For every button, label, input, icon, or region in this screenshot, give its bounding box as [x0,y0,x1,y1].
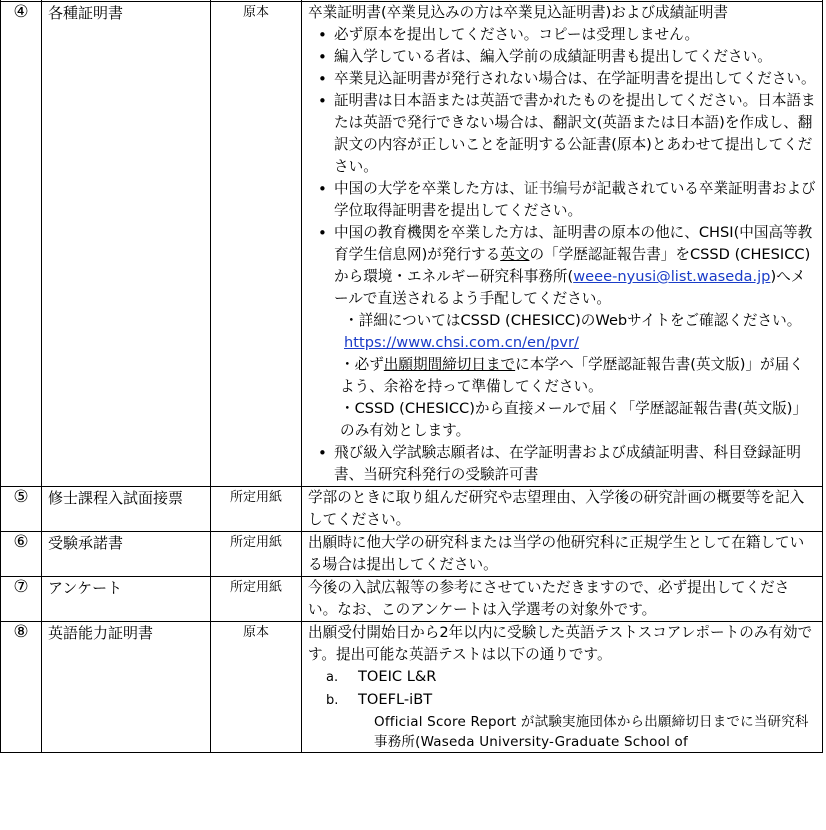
list-item: • 卒業見込証明書が発行されない場合は、在学証明書を提出してください。 [334,68,816,90]
row-number: ⑧ [1,622,42,753]
chinese-term: 证书编号 [523,180,583,197]
document-type: 所定用紙 [211,577,302,622]
sub-note: ・必ず出願期間締切日までに本学へ「学歴認証報告書(英文版)」が届くよう、余裕を持って準備してください。 [340,356,804,395]
document-type: 所定用紙 [211,532,302,577]
document-name: 受験承諾書 [42,532,211,577]
list-item: • 中国の大学を卒業した方は、证书编号が記載されている卒業証明書および学位取得証明書を提出してください。 [334,178,816,222]
table-row [1,577,823,622]
underlined-text: 出願期間締切日まで [383,356,516,373]
row-number: ⑦ [1,577,42,622]
row-number: ④ [1,2,42,487]
description-intro: 卒業証明書(卒業見込みの方は卒業見込証明書)および成績証明書 [308,4,729,21]
row-number: ⑤ [1,487,42,532]
document-name: 英語能力証明書 [42,622,211,753]
table-row [1,532,823,577]
row-number: ⑥ [1,532,42,577]
score-report-note: Official Score Report が試験実施団体から出願締切日までに当研究科事務所(Waseda University-Graduate School of [374,714,809,750]
document-description: 学部のときに取り組んだ研究や志望理由、入学後の研究計画の概要等を記入してください。 [302,487,823,532]
list-item: • 必ず原本を提出してください。コピーは受理しません。 [334,24,816,46]
list-item: • 編入学している者は、編入学前の成績証明書も提出してください。 [334,46,816,68]
bullet-list [308,24,816,486]
document-name: アンケート [42,577,211,622]
document-name: 修士課程入試面接票 [42,487,211,532]
document-description: 出願時に他大学の研究科または当学の他研究科に正規学生として在籍している場合は提出してください。 [302,532,823,577]
document-description: 今後の入試広報等の参考にさせていただきますので、必ず提出してください。なお、このアンケートは入学選考の対象外です。 [302,577,823,622]
table-row [1,487,823,532]
list-item: a. TOEIC L&R [326,668,437,685]
table-row [1,2,823,487]
document-description [302,2,823,487]
list-item: b. TOEFL-iBT [326,691,433,708]
sub-note: ・詳細についてはCSSD (CHESICC)のWebサイトをご確認ください。 https://www.chsi.com.cn/en/pvr/ [344,312,802,351]
chsi-url-link[interactable]: https://www.chsi.com.cn/en/pvr/ [344,334,579,351]
sub-note: ・CSSD (CHESICC)から直接メールで届く「学歴認証報告書(英文版)」のみ有効とします。 [340,400,808,439]
list-item: • 証明書は日本語または英語で書かれたものを提出してください。日本語または英語で発行できない場合は、翻訳文(英語または日本語)を作成し、翻訳文の内容が正しいことを証明する公証書(原本)とあわせて提出してください。 [334,90,816,178]
document-type: 原本 [211,2,302,487]
email-link[interactable]: weee-nyusi@list.waseda.jp [573,268,771,285]
document-type: 所定用紙 [211,487,302,532]
document-type: 原本 [211,622,302,753]
underlined-text: 英文 [500,246,530,263]
table-row [1,622,823,753]
list-item: • 中国の教育機関を卒業した方は、証明書の原本の他に、CHSI(中国高等教育学生信息网)が発行する英文の「学歴認証報告書」をCSSD (CHESICC)から環境・エネルギー研究科事務所(weee-nyusi@list.waseda.jp)へメールで直送されるよう手配してください。 ・詳細についてはCSSD (CHESICC)のWebサイトをご確認ください。 https://www.chsi.com.cn/en/pvr/ ・必ず出願期間締切日までに本学へ「学歴認証報告書(英文版)」が届くよう、余裕を持って準備してください。 ・CSSD (CHESICC)から直接メールで届く「学歴認証報告書(英文版)」のみ有効とします。 [334,222,816,442]
document-name: 各種証明書 [42,2,211,487]
document-description [302,622,823,753]
test-list [308,666,816,712]
list-item: • 飛び級入学試験志願者は、在学証明書および成績証明書、科目登録証明書、当研究科発行の受験許可書 [334,442,816,486]
description-text: 出願受付開始日から2年以内に受験した英語テストスコアレポートのみ有効です。提出可能な英語テストは以下の通りです。 [308,624,813,663]
